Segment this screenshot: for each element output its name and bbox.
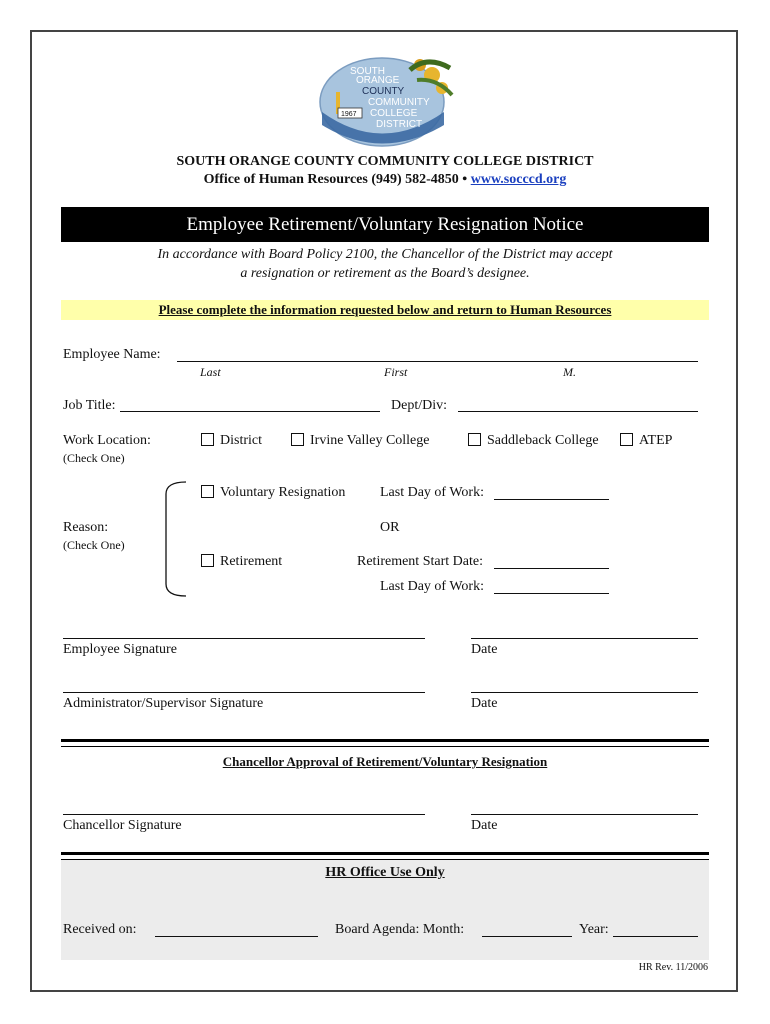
work-location-hint: (Check One)	[63, 451, 125, 465]
admin-date-label: Date	[471, 696, 498, 711]
website-link[interactable]: www.socccd.org	[470, 172, 567, 187]
reason-hint: (Check One)	[63, 538, 125, 552]
office-line: Office of Human Resources (949) 582-4850 •	[203, 172, 468, 187]
received-label: Received on:	[63, 922, 137, 937]
last-day-label-2: Last Day of Work:	[380, 579, 484, 594]
chancellor-heading: Chancellor Approval of Retirement/Voluntary Resignation	[222, 754, 548, 769]
first-name-caption: First	[384, 365, 408, 379]
last-day-label: Last Day of Work:	[380, 485, 484, 500]
retirement-option: Retirement	[220, 554, 283, 569]
chancellor-date-label: Date	[471, 818, 498, 833]
atep-checkbox[interactable]	[620, 433, 633, 446]
district-option: District	[220, 433, 262, 448]
policy-line-2: a resignation or retirement as the Board’s designee.	[240, 266, 530, 281]
district-checkbox[interactable]	[201, 433, 214, 446]
retirement-checkbox[interactable]	[201, 554, 214, 567]
admin-signature-label: Administrator/Supervisor Signature	[63, 696, 264, 711]
employee-date-label: Date	[471, 642, 498, 657]
policy-line-1: In accordance with Board Policy 2100, the Chancellor of the District may accept	[157, 247, 613, 262]
instruction-banner	[61, 300, 709, 320]
received-input[interactable]	[155, 936, 318, 937]
year-label: Year:	[579, 922, 609, 937]
retirement-start-input[interactable]	[494, 568, 609, 569]
voluntary-resignation-option: Voluntary Resignation	[220, 485, 346, 500]
saddleback-option: Saddleback College	[487, 433, 599, 448]
form-title: Employee Retirement/Voluntary Resignation Notice	[61, 207, 709, 242]
dept-input[interactable]	[458, 411, 698, 412]
board-month-label: Board Agenda: Month:	[335, 922, 465, 937]
employee-name-input[interactable]	[177, 361, 698, 362]
saddleback-checkbox[interactable]	[468, 433, 481, 446]
ivc-option: Irvine Valley College	[310, 433, 430, 448]
admin-signature-input[interactable]	[63, 692, 425, 693]
year-input[interactable]	[613, 936, 698, 937]
reason-bracket	[160, 480, 190, 598]
section-divider-2	[61, 852, 709, 860]
board-month-input[interactable]	[482, 936, 572, 937]
employee-signature-input[interactable]	[63, 638, 425, 639]
or-text: OR	[380, 520, 400, 535]
retirement-start-label: Retirement Start Date:	[357, 554, 483, 569]
logo-line-5: COLLEGE	[370, 108, 418, 119]
job-title-label: Job Title:	[63, 398, 116, 413]
job-title-input[interactable]	[120, 411, 380, 412]
last-day-input-2[interactable]	[494, 593, 609, 594]
logo-line-3: COUNTY	[362, 86, 405, 97]
ivc-checkbox[interactable]	[291, 433, 304, 446]
middle-initial-caption: M.	[563, 365, 576, 379]
logo-year: 1967	[341, 111, 357, 118]
voluntary-resignation-checkbox[interactable]	[201, 485, 214, 498]
chancellor-signature-label: Chancellor Signature	[63, 818, 182, 833]
work-location-label: Work Location:	[63, 433, 151, 448]
logo-line-6: DISTRICT	[376, 119, 423, 130]
chancellor-date-input[interactable]	[471, 814, 698, 815]
logo-line-4: COMMUNITY	[368, 97, 430, 108]
chancellor-signature-input[interactable]	[63, 814, 425, 815]
logo-line-2: ORANGE	[356, 75, 400, 86]
admin-date-input[interactable]	[471, 692, 698, 693]
employee-name-label: Employee Name:	[63, 347, 161, 362]
dept-label: Dept/Div:	[391, 398, 447, 413]
atep-option: ATEP	[639, 433, 673, 448]
office-contact	[61, 172, 709, 188]
employee-date-input[interactable]	[471, 638, 698, 639]
district-logo	[312, 50, 457, 150]
section-divider-1	[61, 739, 709, 747]
revision-footer: HR Rev. 11/2006	[638, 962, 708, 973]
reason-label: Reason:	[63, 520, 109, 535]
employee-signature-label: Employee Signature	[63, 642, 177, 657]
last-name-caption: Last	[200, 365, 221, 379]
hr-heading: HR Office Use Only	[325, 865, 445, 880]
instruction-text: Please complete the information requested below and return to Human Resources	[158, 302, 612, 317]
district-name: SOUTH ORANGE COUNTY COMMUNITY COLLEGE DISTRICT	[176, 154, 594, 169]
logo-line-1: SOUTH	[350, 66, 385, 77]
last-day-input[interactable]	[494, 499, 609, 500]
